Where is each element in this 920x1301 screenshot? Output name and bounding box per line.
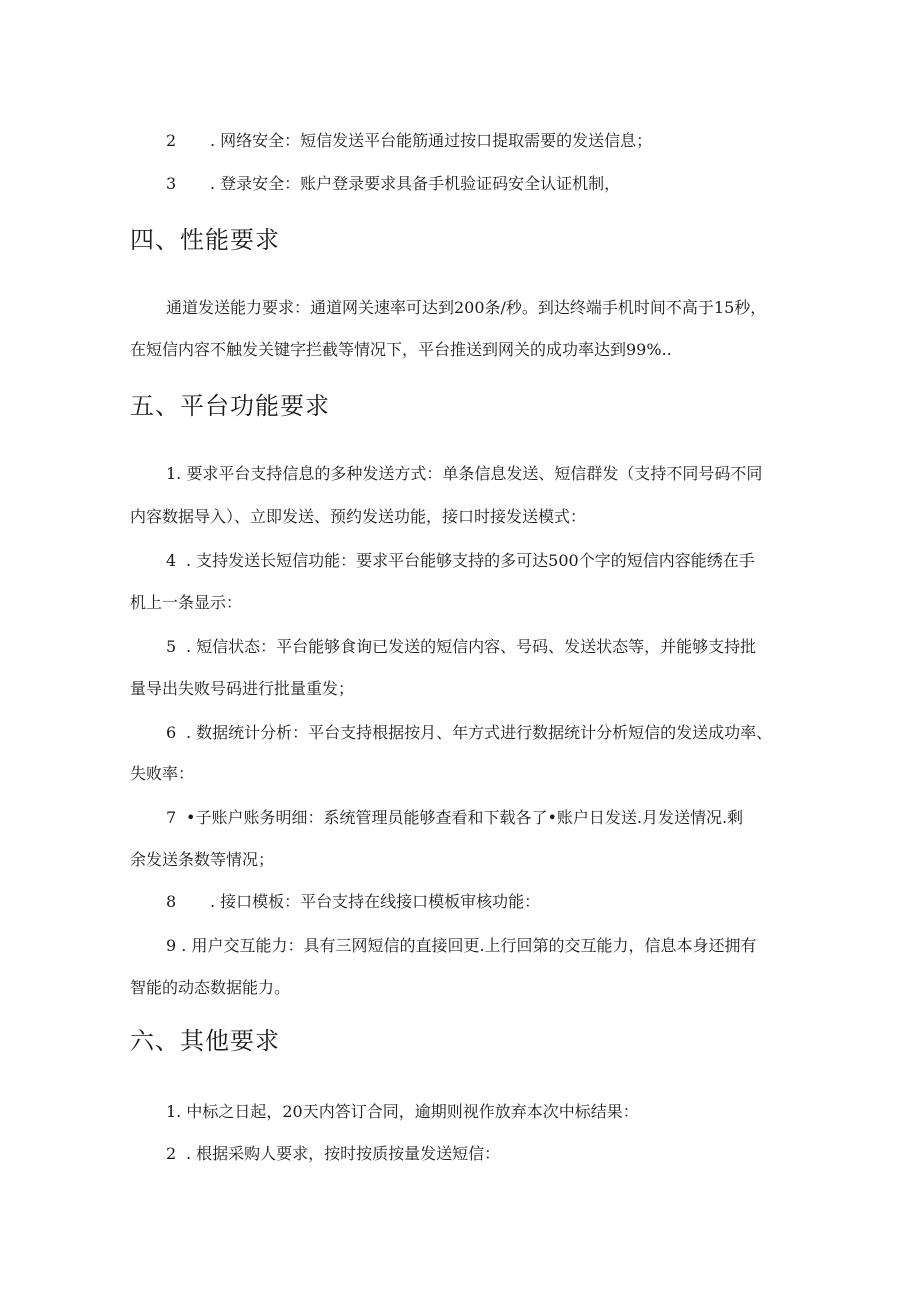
list-item-text: . 支持发送长短信功能：要求平台能够支持的多可达500个字的短信内容能绣在手 (186, 551, 755, 570)
list-item-sub-account (166, 808, 743, 828)
list-item-line: 失败率： (130, 764, 195, 783)
list-item-statistics (166, 723, 772, 743)
list-item-delivery (166, 1144, 500, 1164)
list-item-interface-template (166, 892, 540, 912)
list-item-number: 8 (166, 892, 177, 911)
list-item-number: 7 (166, 808, 177, 827)
list-item-line: 9 . 用户交互能力：具有三网短信的直接回更.上行回第的交互能力，信息本身还拥有 (166, 936, 757, 955)
list-item-text: . 登录安全：账户登录要求具备手机验证码安全认证机制， (210, 174, 621, 193)
section-heading-other-requirements: 六、其他要求 (130, 1027, 280, 1055)
list-item-line: 余发送条数等情况； (130, 850, 275, 869)
list-item-line: 量导出失败号码进行批量重发； (130, 679, 355, 698)
list-item-line: 内容数据导入）、立即发送、预约发送功能，接口时接发送模式： (130, 507, 587, 526)
list-item-sms-status (166, 637, 756, 657)
paragraph-line: 在短信内容不触发关键字拦截等情况下，平台推送到网关的成功率达到99%.. (130, 340, 672, 359)
section-heading-performance: 四、性能要求 (130, 226, 280, 254)
list-item-text: . 数据统计分析：平台支持根据按月、年方式进行数据统计分析短信的发送成功率、 (186, 723, 773, 742)
list-item-text: . 接口模板：平台支持在线接口模板审核功能： (210, 892, 541, 911)
list-item-number: 5 (166, 637, 177, 656)
list-item-login-security (166, 174, 620, 194)
section-heading-platform-functions: 五、平台功能要求 (130, 392, 330, 420)
list-item-line: 1. 要求平台支持信息的多种发送方式：单条信息发送、短信群发（支持不同号码不同 (166, 464, 763, 483)
paragraph-line: 通道发送能力要求：通道网关速率可达到200条/秒。到达终端手机时间不高于15秒， (166, 298, 767, 317)
list-item-line: 1. 中标之日起，20天内答订合同，逾期则视作放弃本次中标结果： (166, 1102, 639, 1121)
list-item-number: 3 (166, 174, 177, 193)
list-item-line: 机上一条显示： (130, 593, 243, 612)
list-item-text: . 网络安全：短信发送平台能筋通过按口提取需要的发送信息； (210, 131, 653, 150)
list-item-number: 2 (166, 1144, 177, 1163)
list-item-number: 2 (166, 131, 177, 150)
list-item-text: . 根据采购人要求，按时按质按量发送短信： (186, 1144, 501, 1163)
list-item-long-sms (166, 551, 755, 571)
list-item-network-security (166, 131, 652, 151)
list-item-line: 智能的动态数据能力。 (130, 978, 291, 997)
list-item-text: . 短信状态：平台能够食询已发送的短信内容、号码、发送状态等，并能够支持批 (186, 637, 757, 656)
list-item-number: 6 (166, 723, 177, 742)
list-item-number: 4 (166, 551, 177, 570)
list-item-text: •子账户账务明细：系统管理员能够查看和下载各了•账户日发送.月发送情况.剩 (186, 808, 744, 827)
